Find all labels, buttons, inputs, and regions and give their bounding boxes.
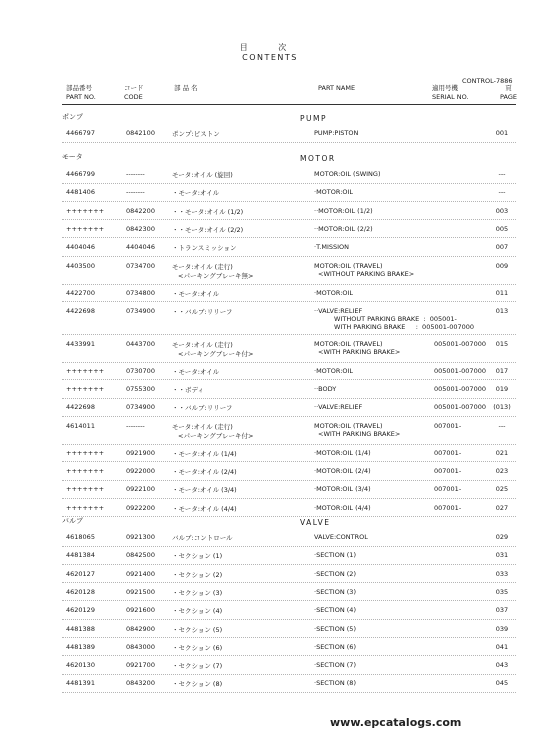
code: 0443700 xyxy=(126,339,155,348)
part-number: 4466799 xyxy=(66,170,95,178)
table-row xyxy=(62,546,516,565)
page-number: --- xyxy=(498,421,506,430)
part-name-en: ·T.MISSION xyxy=(314,243,350,252)
part-number: +++++++ xyxy=(66,206,105,215)
part-name-jp: ・モータ:オイル (2/4) xyxy=(172,468,237,476)
table-row xyxy=(62,398,516,417)
part-name-jp: ・モータ:オイル (3/4) xyxy=(172,486,237,495)
page-number: (013) xyxy=(493,403,511,412)
table-row xyxy=(62,620,516,639)
section-title-jp: バルブ xyxy=(62,517,83,525)
table-row xyxy=(62,220,516,239)
title-en: CONTENTS xyxy=(242,53,298,62)
table-row xyxy=(62,257,516,285)
part-name-jp: ・セクション (6) xyxy=(172,643,223,652)
part-name-en: ·SECTION (2) xyxy=(314,569,356,578)
part-name-jp: モータ:オイル (走行) <パーキングブレーキ付> xyxy=(172,422,254,440)
part-name-jp: ・・バルブ:リリーフ xyxy=(172,307,233,316)
page-number: 027 xyxy=(495,503,509,512)
table-row xyxy=(62,238,516,257)
part-number: 4620127 xyxy=(66,569,95,578)
part-number: 4466797 xyxy=(66,129,95,137)
page-number: 011 xyxy=(495,288,509,297)
part-name-jp: ポンプ:ピストン xyxy=(172,130,220,138)
code: 4404046 xyxy=(126,243,155,252)
section-title-en: VALVE xyxy=(300,518,331,527)
serial-no: 005001-007000 xyxy=(434,403,486,412)
table-row xyxy=(62,380,516,399)
part-number: 4481391 xyxy=(66,679,95,688)
code: 0922000 xyxy=(126,467,155,475)
code: 0730700 xyxy=(126,366,155,375)
page-number: 023 xyxy=(495,467,509,475)
serial-no: 007001- xyxy=(434,467,462,475)
part-name-jp: ・セクション (5) xyxy=(172,625,223,634)
part-number: 4614011 xyxy=(66,421,95,430)
part-number: +++++++ xyxy=(66,503,105,512)
part-name-en: ·MOTOR:OIL xyxy=(314,366,354,375)
part-name-jp: ・セクション (7) xyxy=(172,662,223,671)
table-row xyxy=(62,499,516,518)
part-number: 4422698 xyxy=(66,306,95,315)
part-name-jp: モータ:オイル (旋回) xyxy=(172,171,233,179)
part-number: 4620130 xyxy=(66,661,95,670)
part-number: 4620128 xyxy=(66,587,95,596)
code: 0921300 xyxy=(126,533,155,541)
part-number: 4481388 xyxy=(66,624,95,633)
part-name-en: PUMP:PISTON xyxy=(314,129,359,137)
page-number: 035 xyxy=(495,587,509,596)
table-row xyxy=(62,202,516,221)
header-part-no: 部品番号 PART NO. xyxy=(66,84,96,101)
part-number: 4481384 xyxy=(66,551,95,560)
part-name-en: ··MOTOR:OIL (1/2) xyxy=(314,206,373,215)
page-number: 017 xyxy=(495,366,509,375)
table-row xyxy=(62,462,516,481)
table-row xyxy=(62,165,516,184)
part-name-en: ·MOTOR:OIL (4/4) xyxy=(314,503,371,512)
page-number: 031 xyxy=(495,551,509,560)
code: 0734900 xyxy=(126,306,155,315)
table-row xyxy=(62,284,516,303)
part-number: 4422698 xyxy=(66,403,95,412)
code: 0843200 xyxy=(126,679,155,688)
serial-no: 007001- xyxy=(434,485,462,494)
code: -------- xyxy=(126,188,145,197)
page-number: 033 xyxy=(495,569,509,578)
code: 0842100 xyxy=(126,129,155,137)
part-name-en: ·MOTOR:OIL (2/4) xyxy=(314,467,371,475)
part-name-en: ·SECTION (3) xyxy=(314,587,356,596)
code: -------- xyxy=(126,170,145,178)
table-row xyxy=(62,183,516,202)
serial-no: 005001-007000 xyxy=(434,385,486,394)
code: 0921600 xyxy=(126,606,155,615)
code: 0842300 xyxy=(126,224,155,233)
table-row xyxy=(62,480,516,499)
page-number: 003 xyxy=(495,206,509,215)
part-number: 4433991 xyxy=(66,339,95,348)
part-number: 4618065 xyxy=(66,533,95,541)
title-jp: 目 次 xyxy=(239,43,301,52)
table-row xyxy=(62,674,516,693)
code: -------- xyxy=(126,421,145,430)
part-name-en: ·MOTOR:OIL (1/4) xyxy=(314,448,371,457)
table-row xyxy=(62,528,516,547)
part-name-en: ··VALVE:RELIEF xyxy=(314,403,363,412)
part-name-en: VALVE:CONTROL xyxy=(314,533,368,541)
part-number: 4404046 xyxy=(66,243,95,252)
code: 0922100 xyxy=(126,485,155,494)
header-name-jp: 部 品 名 xyxy=(174,84,198,92)
part-number: +++++++ xyxy=(66,467,105,475)
code: 0921400 xyxy=(126,569,155,578)
doc-code: CONTROL-7886 xyxy=(462,77,513,85)
part-name-jp: ・セクション (1) xyxy=(172,552,223,561)
part-name-jp: ・・ボディ xyxy=(172,386,204,395)
page-number: 029 xyxy=(495,533,509,541)
part-name-jp: ・モータ:オイル xyxy=(172,189,220,198)
table-row xyxy=(62,638,516,657)
page-number: 019 xyxy=(495,385,509,394)
watermark: www.epcatalogs.com xyxy=(330,716,462,729)
part-name-jp: ・トランスミッション xyxy=(172,244,237,253)
code: 0842900 xyxy=(126,624,155,633)
part-number: 4403500 xyxy=(66,261,95,270)
part-number: +++++++ xyxy=(66,385,105,394)
part-name-jp: ・セクション (2) xyxy=(172,570,223,579)
page-number: 007 xyxy=(495,243,509,252)
part-number: +++++++ xyxy=(66,366,105,375)
part-name-jp: ・モータ:オイル xyxy=(172,367,220,376)
part-name-jp: ・モータ:オイル (1/4) xyxy=(172,449,237,458)
page-number: 039 xyxy=(495,624,509,633)
page-number: 037 xyxy=(495,606,509,615)
page-number: 001 xyxy=(495,129,509,137)
part-number: +++++++ xyxy=(66,224,105,233)
part-name-en: MOTOR:OIL (TRAVEL) <WITHOUT PARKING BRAKE> xyxy=(314,261,415,278)
header-serial: 適用号機 SERIAL NO. xyxy=(432,84,469,101)
serial-no: 005001-007000 xyxy=(434,366,486,375)
code: 0734800 xyxy=(126,288,155,297)
part-number: 4620129 xyxy=(66,606,95,615)
part-name-jp: ・モータ:オイル (4/4) xyxy=(172,504,237,513)
section-title-jp: モータ xyxy=(62,153,83,161)
code: 0755300 xyxy=(126,385,155,394)
table-row xyxy=(62,444,516,463)
part-number: +++++++ xyxy=(66,485,105,494)
header-page: 頁 PAGE xyxy=(500,84,517,101)
part-name-jp: ・・モータ:オイル (2/2) xyxy=(172,225,244,234)
table-row xyxy=(62,565,516,584)
page-number: 013 xyxy=(495,306,509,315)
part-name-en: ·SECTION (5) xyxy=(314,624,356,633)
page-number: 045 xyxy=(495,679,509,688)
table-row xyxy=(62,335,516,363)
section-title-en: MOTOR xyxy=(300,154,336,163)
table-row xyxy=(62,362,516,381)
part-name-en: ··MOTOR:OIL (2/2) xyxy=(314,224,373,233)
serial-no: 007001- xyxy=(434,421,462,430)
part-name-jp: ・・モータ:オイル (1/2) xyxy=(172,207,244,216)
part-name-jp: ・・バルブ:リリーフ xyxy=(172,404,233,413)
serial-no: 005001-007000 xyxy=(434,339,486,348)
code: 0921500 xyxy=(126,587,155,596)
code: 0921700 xyxy=(126,661,155,670)
part-number: 4422700 xyxy=(66,288,95,297)
part-name-jp: ・セクション (8) xyxy=(172,680,223,689)
part-name-jp: モータ:オイル (走行) <パーキングブレーキ無> xyxy=(172,262,254,280)
code: 0843000 xyxy=(126,642,155,651)
code: 0842200 xyxy=(126,206,155,215)
part-name-en: ·SECTION (8) xyxy=(314,679,356,688)
page-number: 043 xyxy=(495,661,509,670)
table-row xyxy=(62,302,516,335)
part-name-en: ·SECTION (6) xyxy=(314,642,356,651)
page-number: --- xyxy=(498,188,506,197)
serial-no: 007001- xyxy=(434,503,462,512)
part-name-jp: バルブ:コントロール xyxy=(172,534,233,542)
page-number: 005 xyxy=(495,224,509,233)
page-number: 041 xyxy=(495,642,509,651)
page-number: 021 xyxy=(495,448,509,457)
code: 0734900 xyxy=(126,403,155,412)
table-row xyxy=(62,656,516,675)
part-name-en: ··VALVE:RELIEF WITHOUT PARKING BRAKE : 005001- WITH PARKING BRAKE : 005001-007000 xyxy=(314,306,475,331)
table-row xyxy=(62,417,516,445)
code: 0842500 xyxy=(126,551,155,560)
part-name-jp: ・セクション (3) xyxy=(172,588,223,597)
page-number: --- xyxy=(498,170,506,178)
table-row xyxy=(62,601,516,620)
header-part-name: PART NAME xyxy=(318,84,356,92)
part-name-jp: ・セクション (4) xyxy=(172,607,223,616)
part-number: 4481406 xyxy=(66,188,95,197)
page-number: 025 xyxy=(495,485,509,494)
table-row xyxy=(62,124,516,143)
code: 0921900 xyxy=(126,448,155,457)
part-name-en: ·SECTION (7) xyxy=(314,661,356,670)
code: 0734700 xyxy=(126,261,155,270)
page-number: 009 xyxy=(495,261,509,270)
part-name-en: ·SECTION (1) xyxy=(314,551,356,560)
serial-no: 007001- xyxy=(434,448,462,457)
part-name-en: MOTOR:OIL (TRAVEL) <WITH PARKING BRAKE> xyxy=(314,339,401,356)
part-name-en: ·MOTOR:OIL xyxy=(314,188,354,197)
section-title-jp: ポンプ xyxy=(62,113,83,121)
part-name-en: ·MOTOR:OIL xyxy=(314,288,354,297)
code: 0922200 xyxy=(126,503,155,512)
part-number: +++++++ xyxy=(66,448,105,457)
table-row xyxy=(62,583,516,602)
part-name-en: MOTOR:OIL (SWING) xyxy=(314,170,381,178)
part-name-en: MOTOR:OIL (TRAVEL) <WITH PARKING BRAKE> xyxy=(314,421,401,438)
part-name-jp: ・モータ:オイル xyxy=(172,289,220,298)
section-title-en: PUMP xyxy=(300,114,328,123)
part-name-en: ·SECTION (4) xyxy=(314,606,356,615)
header-rule xyxy=(62,104,516,105)
header-code: コード CODE xyxy=(124,84,144,101)
part-name-en: ··BODY xyxy=(314,385,337,394)
part-number: 4481389 xyxy=(66,642,95,651)
page-number: 015 xyxy=(495,339,509,348)
part-name-jp: モータ:オイル (走行) <パーキングブレーキ付> xyxy=(172,340,254,358)
part-name-en: ·MOTOR:OIL (3/4) xyxy=(314,485,371,494)
